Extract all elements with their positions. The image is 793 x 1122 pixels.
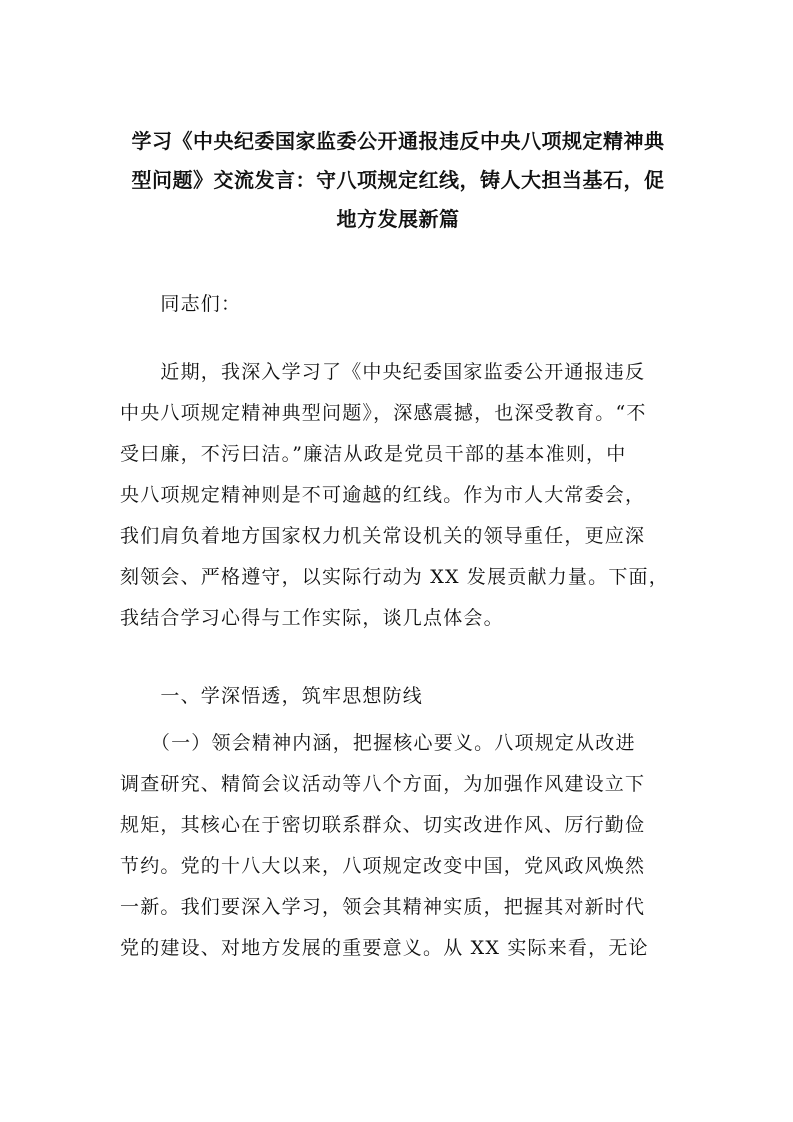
- paragraph-line: （一）领会精神内涵，把握核心要义。八项规定从改进: [120, 732, 636, 754]
- paragraph-line: 一新。我们要深入学习，领会其精神实质，把握其对新时代: [120, 896, 646, 918]
- title-line: 地方发展新篇: [336, 207, 460, 231]
- paragraph-line: 中央八项规定精神典型问题》，深感震撼，也深受教育。“不: [120, 402, 647, 424]
- title-line: 型问题》交流发言：守八项规定红线，铸人大担当基石，促: [131, 168, 665, 192]
- paragraph-line: 央八项规定精神则是不可逾越的红线。作为市人大常委会，: [120, 484, 646, 506]
- paragraph-section-1: [120, 723, 680, 969]
- greeting-text: 同志们：: [120, 293, 242, 315]
- section-heading: [120, 676, 680, 717]
- paragraph-line: 规矩，其核心在于密切联系群众、切实改进作风、厉行勤俭: [120, 814, 646, 836]
- title-line: 学习《中央纪委国家监委公开通报违反中央八项规定精神典: [131, 129, 665, 153]
- paragraph-line: 我们肩负着地方国家权力机关常设机关的领导重任，更应深: [120, 525, 646, 547]
- paragraph-line: 刻领会、严格遵守，以实际行动为 XX 发展贡献力量。下面，: [120, 566, 669, 588]
- paragraph-line: 党的建设、对地方发展的重要意义。从 XX 实际来看，无论: [120, 937, 649, 959]
- paragraph-line: 受曰廉，不污曰洁。”廉洁从政是党员干部的基本准则，中: [120, 443, 627, 465]
- document-title: [118, 122, 678, 239]
- paragraph-line: 我结合学习心得与工作实际，谈几点体会。: [120, 607, 504, 629]
- greeting: [120, 284, 680, 325]
- paragraph-line: 节约。党的十八大以来，八项规定改变中国，党风政风焕然: [120, 855, 646, 877]
- section-heading-text: 一、学深悟透，筑牢思想防线: [120, 685, 424, 707]
- paragraph-line: 调查研究、精简会议活动等八个方面，为加强作风建设立下: [120, 773, 646, 795]
- paragraph-line: 近期，我深入学习了《中央纪委国家监委公开通报违反: [120, 361, 646, 383]
- paragraph-intro: [120, 352, 680, 639]
